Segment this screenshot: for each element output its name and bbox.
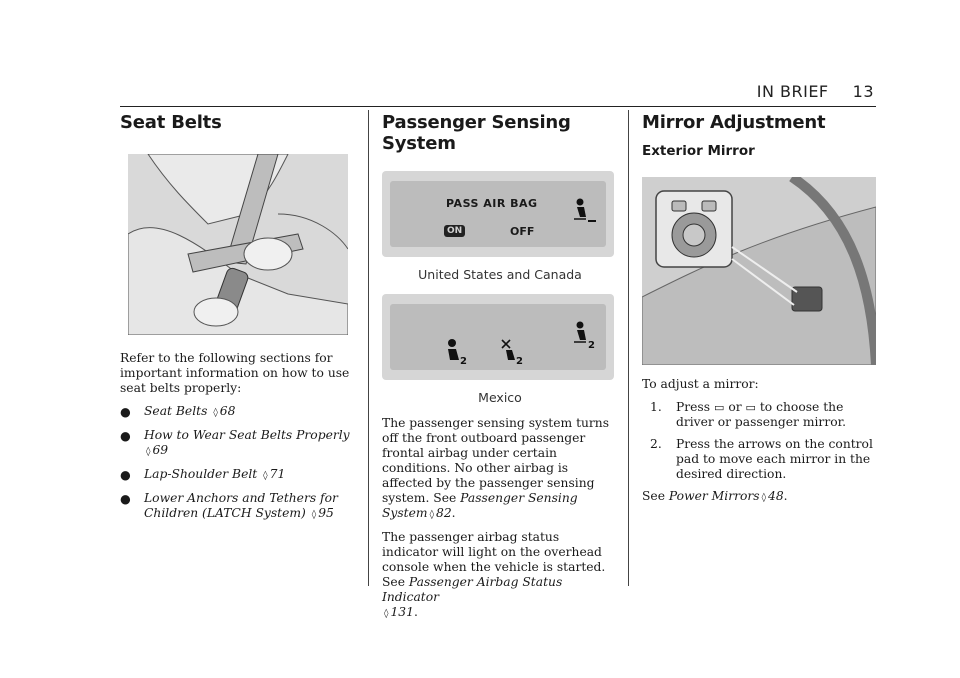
- door-panel-drawing: [642, 177, 876, 365]
- cross-reference[interactable]: Power Mirrors: [668, 489, 760, 503]
- section-title: Passenger Sensing System: [382, 112, 571, 154]
- cross-reference[interactable]: Passenger Sensing System: [382, 491, 578, 520]
- mirror-control-illustration: [642, 177, 876, 365]
- see-also: See Power Mirrors ◊ 48.: [642, 489, 788, 503]
- right-mirror-icon: ▭: [745, 401, 756, 414]
- buckle-drawing: [128, 154, 348, 335]
- mexico-indicator-panel: [382, 294, 614, 380]
- on-indicator: ON: [444, 225, 465, 237]
- intro-text: To adjust a mirror:: [642, 377, 759, 391]
- page-number: 13: [852, 82, 874, 101]
- running-header: [757, 82, 874, 101]
- mirror-adjustment-section: [642, 110, 876, 506]
- off-indicator: OFF: [510, 225, 535, 238]
- section-title: Seat Belts: [120, 112, 222, 133]
- seat-belt-illustration: [128, 154, 348, 335]
- section-name: IN BRIEF: [756, 82, 829, 101]
- column-divider: [368, 110, 369, 586]
- passenger-sensing-section: [382, 110, 618, 622]
- cross-reference[interactable]: Passenger Airbag Status Indicator: [382, 575, 563, 604]
- list-item[interactable]: ● How to Wear Seat Belts Properly ◊ 69: [120, 428, 350, 457]
- panel-label: PASS AIR BAG: [446, 197, 538, 210]
- list-item[interactable]: ● Seat Belts ◊ 68: [120, 404, 236, 419]
- seat-belts-section: [120, 110, 352, 530]
- steps-list: [642, 400, 876, 482]
- list-item: 2. Press the arrows on the control pad to move each mirror in the desired direction.: [650, 437, 873, 481]
- column-divider: [628, 110, 629, 586]
- svg-text:2: 2: [588, 340, 595, 350]
- airbag-person-icon: [572, 320, 602, 350]
- body-paragraph: The passenger sensing system turns off the front outboard passenger frontal airbag under certain conditions. No other airbag is affected by the passenger sensing system. See Passenger Sensing System ◊ 82.: [382, 416, 610, 520]
- list-item[interactable]: ● Lower Anchors and Tethers for Children (LATCH System) ◊ 95: [120, 491, 338, 520]
- figure-caption: United States and Canada: [418, 267, 582, 282]
- subsection-title: Exterior Mirror: [642, 143, 755, 159]
- list-item: 1. Press ▭ or ▭ to choose the driver or passenger mirror.: [650, 400, 847, 429]
- figure-caption: Mexico: [478, 390, 522, 405]
- section-title: Mirror Adjustment: [642, 112, 826, 133]
- svg-text:2: 2: [460, 356, 467, 366]
- body-paragraph: The passenger airbag status indicator will light on the overhead console when the vehicle is started. See Passenger Airbag Status Indicator ◊ 131.: [382, 530, 606, 619]
- us-canada-indicator-panel: [382, 171, 614, 257]
- left-mirror-icon: ▭: [713, 401, 725, 414]
- intro-text: Refer to the following sections for important information on how to use seat belts properly:: [120, 351, 350, 395]
- airbag-person-icon: [572, 197, 602, 227]
- passenger-off-icon: [500, 338, 526, 366]
- passenger-on-icon: [444, 338, 470, 366]
- reference-list: [120, 404, 352, 523]
- header-rule: [120, 106, 876, 107]
- svg-text:2: 2: [516, 356, 523, 366]
- list-item[interactable]: ● Lap-Shoulder Belt ◊ 71: [120, 467, 286, 482]
